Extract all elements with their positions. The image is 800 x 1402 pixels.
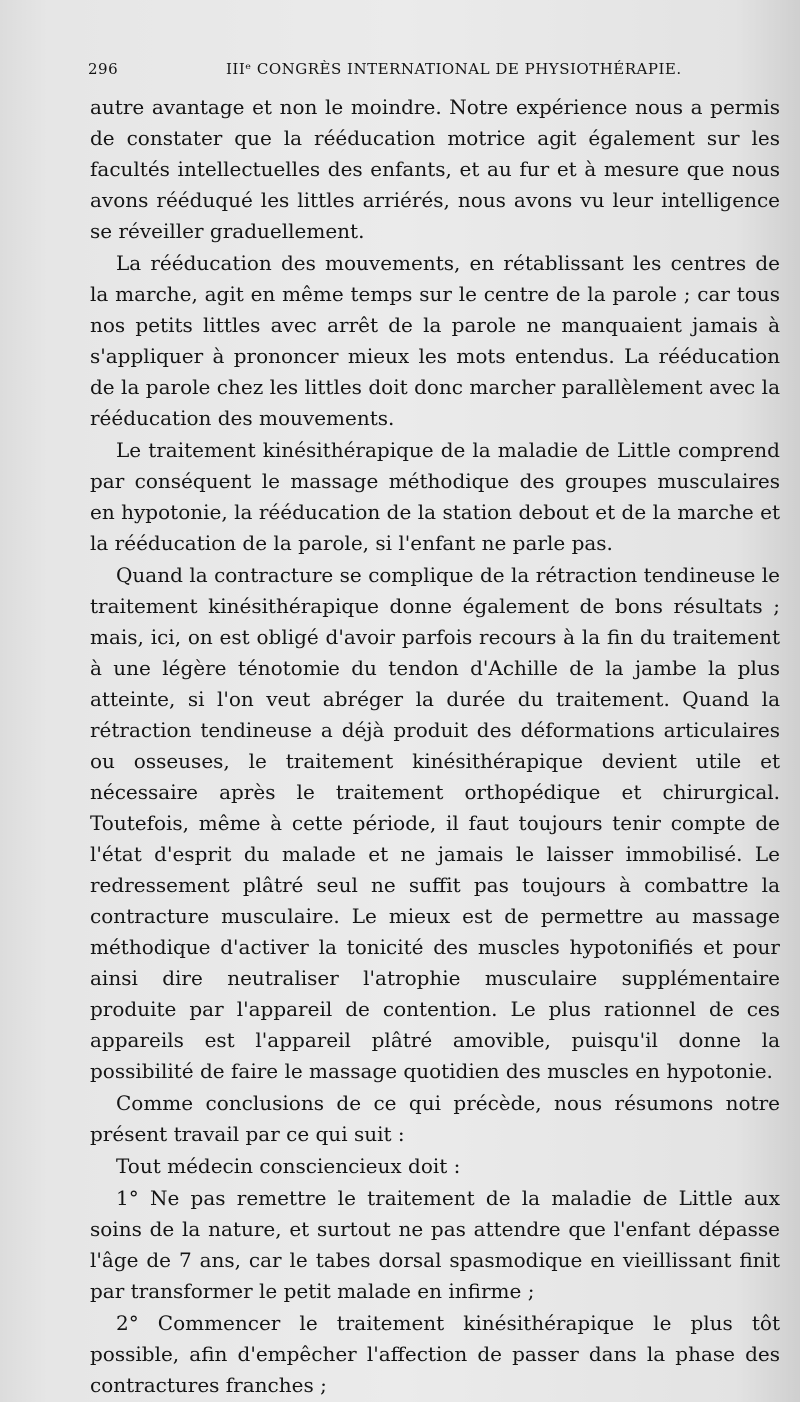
paragraph: autre avantage et non le moindre. Notre expérience nous a permis de constater que la rééducation motrice agit également sur les facultés intellectuelles des enfants, et au fur et à mesure que nous avons rééduqué les littles arriérés, nous avons vu leur intelligence se réveiller graduellement. xyxy=(90,95,780,243)
paragraph: Le traitement kinésithérapique de la maladie de Little comprend par conséquent le massage méthodique des groupes musculaires en hypotonie, la rééducation de la station debout et de la marche et la rééducation de la parole, si l'enfant ne parle pas. xyxy=(90,438,780,555)
page-number: 296 xyxy=(88,60,119,78)
page-header xyxy=(88,60,760,86)
paragraph: Quand la contracture se complique de la rétraction tendineuse le traitement kinésithérapique donne également de bons résultats ; mais, ici, on est obligé d'avoir parfois recours à la fin du traitement à une légère ténotomie du tendon d'Achille de la jambe la plus atteinte, si l'on veut abréger la durée du traitement. Quand la rétraction tendineuse a déjà produit des déformations articulaires ou osseuses, le traitement kinésithérapique devient utile et nécessaire après le traitement orthopédique et chirurgical. Toutefois, même à cette période, il faut toujours tenir compte de l'état d'esprit du malade et ne jamais le laisser immobilisé. Le redressement plâtré seul ne suffit pas toujours à combattre la contracture musculaire. Le mieux est de permettre au massage méthodique d'activer la tonicité des muscles hypotonifiés et pour ainsi dire neutraliser l'atrophie musculaire supplémentaire produite par l'appareil de contention. Le plus rationnel de ces appareils est l'appareil plâtré amovible, puisqu'il donne la possibilité de faire le massage quotidien des muscles en hypotonie. xyxy=(90,563,780,1083)
paragraph: 1° Ne pas remettre le traitement de la maladie de Little aux soins de la nature, et surtout ne pas attendre que l'enfant dépasse l'âge de 7 ans, car le tabes dorsal spasmodique en vieillissant finit par transformer le petit malade en infirme ; xyxy=(90,1186,780,1303)
paragraph: Tout médecin consciencieux doit : xyxy=(116,1154,461,1178)
paragraph: La rééducation des mouvements, en rétablissant les centres de la marche, agit en même temps sur le centre de la parole ; car tous nos petits littles avec arrêt de la parole ne manquaient jamais à s'appliquer à prononcer mieux les mots entendus. La rééducation de la parole chez les littles doit donc marcher parallèlement avec la rééducation des mouvements. xyxy=(90,251,780,430)
body-text xyxy=(90,92,780,1401)
paragraph: Comme conclusions de ce qui précède, nous résumons notre présent travail par ce qui suit : xyxy=(90,1091,780,1146)
running-title: IIIᵉ CONGRÈS INTERNATIONAL DE PHYSIOTHÉRAPIE. xyxy=(226,60,682,78)
paragraph: 2° Commencer le traitement kinésithérapique le plus tôt possible, afin d'empêcher l'affection de passer dans la phase des contractures franches ; xyxy=(90,1311,780,1397)
